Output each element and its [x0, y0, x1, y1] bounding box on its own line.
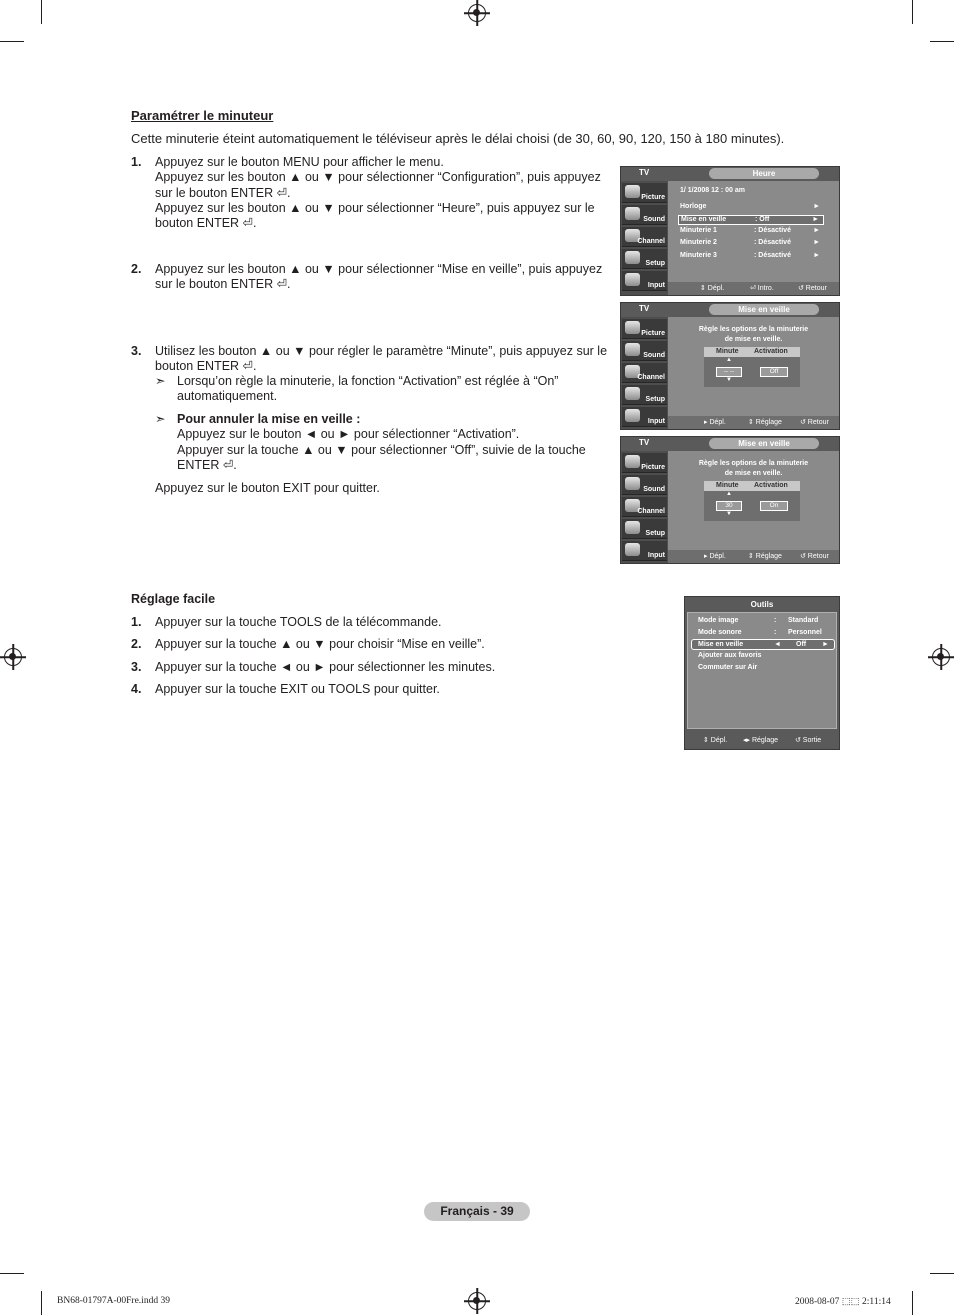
step-2: [131, 262, 611, 294]
crop-mark: [41, 0, 42, 24]
osd-sleep-screen-off: [620, 302, 840, 430]
sidebar-item-channel[interactable]: Channel: [622, 363, 667, 383]
sidebar-item-sound[interactable]: Sound: [622, 475, 667, 495]
minute-field[interactable]: -- --: [716, 367, 742, 377]
step-number: 1.: [131, 155, 142, 169]
osd-datetime: 1/ 1/2008 12 : 00 am: [680, 187, 745, 194]
sound-icon: [625, 207, 640, 220]
exit-instruction: [155, 481, 555, 497]
osd-footer: [668, 550, 839, 563]
arrow-right-icon: ►: [813, 203, 820, 210]
osd-title: Heure: [709, 168, 819, 179]
tools-row-mise-en-veille[interactable]: Mise en veille ◄ Off ►: [691, 639, 835, 650]
note-line: Appuyez sur le bouton ◄ ou ► pour sélectionner “Activation”.: [177, 427, 520, 442]
input-icon: [625, 273, 640, 286]
note-line: Lorsqu’on règle la minuterie, la fonction “Activation” est réglée à “On”: [177, 374, 559, 388]
step-line: bouton ENTER ⏎.: [155, 216, 257, 231]
menu-row-minuterie-2[interactable]: Minuterie 2 : Désactivé ►: [680, 239, 820, 246]
osd-tools-screen: [684, 596, 840, 750]
sleep-header: Minute Activation: [704, 347, 800, 357]
osd-tv-label: TV: [639, 168, 650, 177]
osd-main: [668, 317, 839, 416]
sleep-header: Minute Activation: [704, 481, 800, 491]
intro-text: Cette minuterie éteint automatiquement le téléviseur après le délai choisi (de 30, 60, 90, 120, 150 à 180 minutes).: [131, 131, 785, 146]
osd-topbar: [621, 303, 839, 317]
note-activation: [155, 374, 615, 406]
footer-adjust: ◂▸ Réglage: [743, 737, 779, 744]
step-body: [155, 155, 601, 231]
arrow-right-icon: ►: [822, 641, 829, 648]
page-number-badge: Français - 39: [424, 1202, 530, 1221]
tools-title: Outils: [750, 600, 774, 609]
crop-mark: [0, 41, 24, 42]
sidebar-item-input[interactable]: Input: [622, 541, 667, 561]
osd-sleep-screen-on: [620, 436, 840, 564]
exit-line: Appuyez sur le bouton EXIT pour quitter.: [155, 481, 380, 495]
registration-mark-icon: [468, 4, 486, 22]
osd-topbar: [621, 167, 839, 181]
crop-mark: [912, 0, 913, 24]
tools-row-commuter-air[interactable]: Commuter sur Air: [698, 664, 758, 671]
menu-row-horloge[interactable]: Horloge ►: [680, 203, 820, 210]
note-line: ENTER ⏎.: [177, 457, 237, 472]
footer-adjust: ⇕ Réglage: [748, 553, 782, 560]
minute-field[interactable]: 30: [716, 501, 742, 511]
note-arrow-icon: ➣: [155, 374, 166, 388]
footer-move: ⇕ Dépl.: [703, 737, 728, 744]
osd-main: [668, 451, 839, 550]
osd-main: [668, 181, 839, 282]
osd-footer: [668, 416, 839, 429]
arrow-up-icon: ▲: [726, 357, 732, 363]
step-body: [155, 262, 602, 293]
osd-topbar: [621, 437, 839, 451]
step-body: [155, 344, 607, 375]
footer-move: ▸ Dépl.: [704, 419, 726, 426]
setup-icon: [625, 521, 640, 534]
step-line: Appuyez sur les bouton ▲ ou ▼ pour sélectionner “Mise en veille”, puis appuyez: [155, 262, 603, 276]
tools-list: [687, 612, 837, 729]
sidebar-item-channel[interactable]: Channel: [622, 227, 667, 247]
step-line: Appuyez sur le bouton MENU pour afficher le menu.: [155, 155, 444, 169]
osd-tv-label: TV: [639, 304, 650, 313]
step-number: 2.: [131, 262, 142, 276]
arrow-right-icon: ►: [813, 227, 820, 234]
activation-field[interactable]: On: [760, 501, 788, 511]
footer-move: ⇕ Dépl.: [700, 285, 725, 292]
tools-row-mode-sonore[interactable]: Mode sonore : Personnel: [698, 629, 822, 636]
menu-row-mise-en-veille[interactable]: Mise en veille : Off ►: [678, 215, 824, 225]
sidebar-item-input[interactable]: Input: [622, 407, 667, 427]
footer-return: ↺ Retour: [800, 419, 829, 426]
step-line: Utilisez les bouton ▲ ou ▼ pour régler le paramètre “Minute”, puis appuyez sur le: [155, 344, 608, 358]
tools-row-ajouter-favoris[interactable]: Ajouter aux favoris: [698, 652, 762, 659]
sidebar-item-setup[interactable]: Setup: [622, 519, 667, 539]
osd-sidebar: [621, 317, 668, 429]
tools-row-mode-image[interactable]: Mode image : Standard: [698, 617, 819, 624]
step-line: sur le bouton ENTER ⏎.: [155, 185, 291, 200]
sidebar-item-sound[interactable]: Sound: [622, 205, 667, 225]
arrow-right-icon: ►: [813, 252, 820, 259]
note-text: [177, 412, 586, 473]
activation-field[interactable]: Off: [760, 367, 788, 377]
sidebar-item-setup[interactable]: Setup: [622, 385, 667, 405]
step-line: sur le bouton ENTER ⏎.: [155, 277, 291, 292]
print-date: 2008-08-07 ⬚⬚ 2:11:14: [795, 1297, 891, 1307]
footer-return: ↺ Retour: [800, 553, 829, 560]
input-icon: [625, 409, 640, 422]
step-number: 3.: [131, 344, 142, 358]
picture-icon: [625, 455, 640, 468]
crop-mark: [0, 1273, 24, 1274]
menu-row-minuterie-1[interactable]: Minuterie 1 : Désactivé ►: [680, 227, 820, 234]
print-file-name: BN68-01797A-00Fre.indd 39: [57, 1296, 170, 1306]
picture-icon: [625, 321, 640, 334]
sidebar-item-sound[interactable]: Sound: [622, 341, 667, 361]
crop-mark: [930, 41, 954, 42]
easy-setting-title: Réglage facile: [131, 592, 216, 606]
note-heading: Pour annuler la mise en veille :: [177, 412, 361, 426]
arrow-down-icon: ▼: [726, 511, 732, 517]
sidebar-item-picture[interactable]: Picture: [622, 319, 667, 339]
arrow-up-icon: ▲: [726, 491, 732, 497]
osd-sidebar: [621, 451, 668, 563]
crop-mark: [912, 1291, 913, 1315]
sleep-description: Règle les options de la minuterie de mise en veille.: [698, 326, 809, 343]
registration-mark-icon: [4, 648, 22, 666]
step-line: Appuyez sur les bouton ▲ ou ▼ pour sélectionner “Heure”, puis appuyez sur le: [155, 200, 595, 215]
section-title: Paramétrer le minuteur: [131, 108, 274, 123]
arrow-right-icon: ►: [813, 239, 820, 246]
sound-icon: [625, 343, 640, 356]
note-arrow-icon: ➣: [155, 412, 166, 426]
input-icon: [625, 543, 640, 556]
step-line: Appuyez sur les bouton ▲ ou ▼ pour sélectionner “Configuration”, puis appuyez: [155, 170, 601, 185]
sleep-description: Règle les options de la minuterie de mise en veille.: [698, 460, 809, 477]
footer-move: ▸ Dépl.: [704, 553, 726, 560]
footer-enter: ⏎ Intro.: [750, 285, 774, 292]
osd-title: Mise en veille: [709, 304, 819, 315]
osd-title: Mise en veille: [709, 438, 819, 449]
registration-mark-icon: [468, 1292, 486, 1310]
footer-adjust: ⇕ Réglage: [748, 419, 782, 426]
note-line: automatiquement.: [177, 389, 278, 404]
tools-footer: [685, 731, 839, 749]
arrow-down-icon: ▼: [726, 377, 732, 383]
osd-footer: [668, 282, 839, 295]
crop-mark: [41, 1291, 42, 1315]
step-line: bouton ENTER ⏎.: [155, 359, 257, 374]
note-text: [177, 374, 558, 405]
footer-exit: ↺ Sortie: [795, 737, 822, 744]
step-3: [131, 344, 611, 376]
osd-sidebar: [621, 181, 668, 295]
note-cancel: [155, 412, 615, 476]
sidebar-item-picture[interactable]: Picture: [622, 453, 667, 473]
picture-icon: [625, 185, 640, 198]
setup-icon: [625, 387, 640, 400]
sleep-settings-box: [704, 347, 800, 387]
sidebar-item-channel[interactable]: Channel: [622, 497, 667, 517]
arrow-right-icon: ►: [812, 216, 819, 223]
step-1: [131, 155, 611, 235]
sound-icon: [625, 477, 640, 490]
sleep-settings-box: [704, 481, 800, 521]
registration-mark-icon: [932, 648, 950, 666]
sidebar-item-input[interactable]: Input: [622, 271, 667, 291]
setup-icon: [625, 251, 640, 264]
osd-heure-screen: [620, 166, 840, 296]
footer-return: ↺ Retour: [798, 285, 827, 292]
crop-mark: [930, 1273, 954, 1274]
arrow-left-icon: ◄: [774, 641, 781, 648]
menu-row-minuterie-3[interactable]: Minuterie 3 : Désactivé ►: [680, 252, 820, 259]
osd-tv-label: TV: [639, 438, 650, 447]
sidebar-item-picture[interactable]: Picture: [622, 183, 667, 203]
note-line: Appuyer sur la touche ▲ ou ▼ pour sélectionner “Off”, suivie de la touche: [177, 442, 586, 457]
sidebar-item-setup[interactable]: Setup: [622, 249, 667, 269]
